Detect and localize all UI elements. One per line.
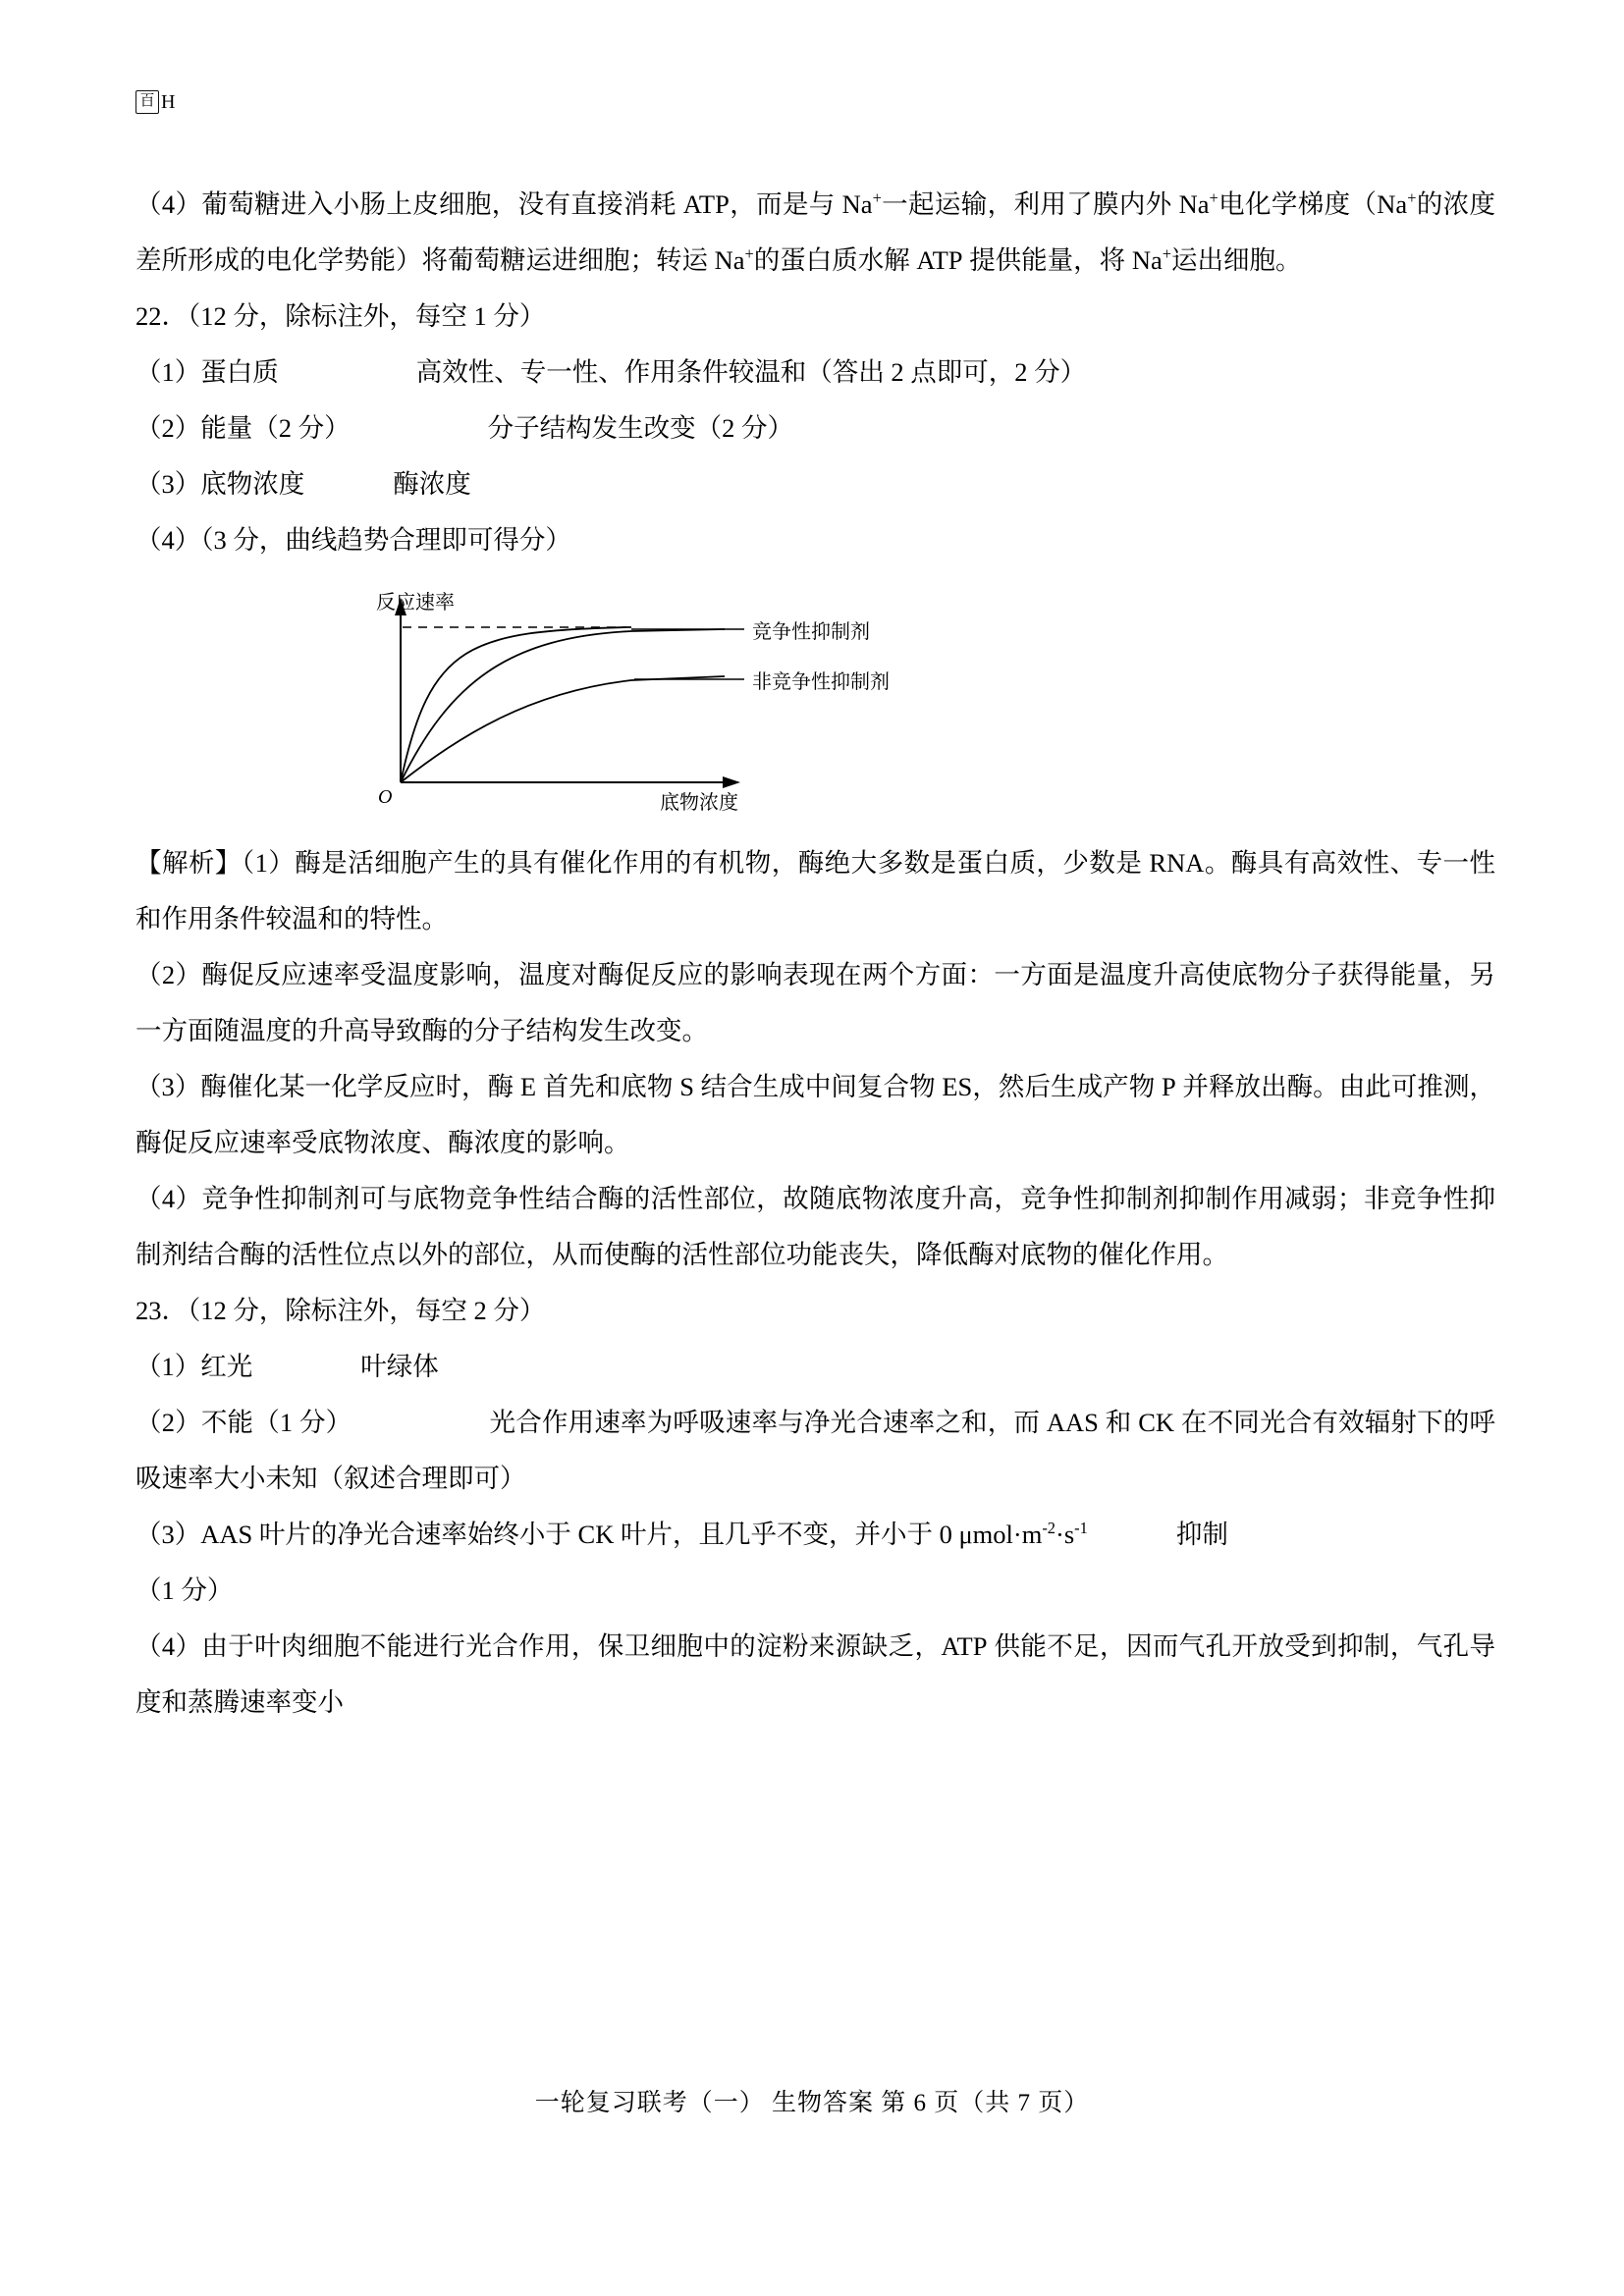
q22-2-answer-a: （2）能量（2 分） <box>135 413 351 443</box>
logo-text: H <box>161 90 176 113</box>
paragraph-q22-1 <box>135 345 1495 400</box>
paragraph-q23-4: （4）由于叶肉细胞不能进行光合作用，保卫细胞中的淀粉来源缺乏，ATP 供能不足，因而气孔开放受到抑制，气孔导度和蒸腾速率变小 <box>135 1631 1496 1717</box>
figure-y-axis-label: 反应速率 <box>376 592 455 614</box>
figure-x-axis-label: 底物浓度 <box>660 792 738 814</box>
q23-2-answer-a: （2）不能（1 分） <box>135 1408 352 1437</box>
q23-3-answer-b: 抑制 <box>1175 1520 1228 1549</box>
q23-1-answer-b: 叶绿体 <box>360 1352 439 1381</box>
paragraph-q23-3-cont: （1 分） <box>135 1575 234 1605</box>
page-footer: 一轮复习联考（一） 生物答案 第 6 页（共 7 页） <box>534 2090 1090 2116</box>
document-logo <box>135 90 175 114</box>
paragraph-q23-3: （3）AAS 叶片的净光合速率始终小于 CK 叶片，且几乎不变，并小于 0 $\mu mol\cdot m^{-2}\cdot s^{-1}$ 抑制 <box>135 1519 1228 1549</box>
paragraph-q21-4: （4）葡萄糖进入小肠上皮细胞，没有直接消耗 ATP，而是与 Na+一起运输，利用了膜内外 Na+电化学梯度（Na+的浓度差所形成的电化学势能）将葡萄糖运进细胞；转运 Na+的蛋白质水解 ATP 提供能量，将 Na+运出细胞。 <box>135 188 1496 275</box>
heading-q23: 23．（12 分，除标注外，每空 2 分） <box>135 1296 546 1325</box>
figure-curve-label-competitive: 竞争性抑制剂 <box>752 621 870 643</box>
paragraph-q22-4: （4）（3 分，曲线趋势合理即可得分） <box>135 525 571 555</box>
paragraph-q23-2: （2）不能（1 分） 光合作用速率为呼吸速率与净光合速率之和，而 AAS 和 CK 在不同光合有效辐射下的呼吸速率大小未知（叙述合理即可） <box>135 1408 1496 1493</box>
q22-2-answer-b: 分子结构发生改变（2 分） <box>487 413 793 443</box>
figure-origin-label: O <box>378 786 393 808</box>
document-body <box>135 177 1495 1731</box>
figure-svg <box>135 574 1495 831</box>
paragraph-analysis-3: （3）酶催化某一化学反应时，酶 E 首先和底物 S 结合生成中间复合物 ES，然后生成产物 P 并释放出酶。由此可推测，酶促反应速率受底物浓度、酶浓度的影响。 <box>135 1072 1496 1157</box>
paragraph-q22-3 <box>135 456 1495 512</box>
enzyme-kinetics-figure <box>135 574 1495 831</box>
paragraph-q22-2 <box>135 400 1495 456</box>
q22-3-answer-b: 酶浓度 <box>393 469 471 499</box>
paragraph-analysis-1: 【解析】（1）酶是活细胞产生的具有催化作用的有机物，酶绝大多数是蛋白质，少数是 RNA。酶具有高效性、专一性和作用条件较温和的特性。 <box>135 848 1496 934</box>
figure-curve-label-noncompetitive: 非竞争性抑制剂 <box>752 671 890 693</box>
q22-3-answer-a: （3）底物浓度 <box>135 469 305 499</box>
q23-1-answer-a: （1）红光 <box>135 1352 253 1381</box>
paragraph-analysis-2: （2）酶促反应速率受温度影响，温度对酶促反应的影响表现在两个方面：一方面是温度升高使底物分子获得能量，另一方面随温度的升高导致酶的分子结构发生改变。 <box>135 960 1495 1045</box>
heading-q22: 22．（12 分，除标注外，每空 1 分） <box>135 301 546 331</box>
q22-1-answer-a: （1）蛋白质 <box>135 357 279 387</box>
paragraph-analysis-4: （4）竞争性抑制剂可与底物竞争性结合酶的活性部位，故随底物浓度升高，竞争性抑制剂抑制作用减弱；非竞争性抑制剂结合酶的活性位点以外的部位，从而使酶的活性部位功能丧失，降低酶对底物的催化作用。 <box>135 1184 1495 1269</box>
q22-1-answer-b: 高效性、专一性、作用条件较温和（答出 2 点即可，2 分） <box>415 357 1087 387</box>
logo-mark-icon: 百 <box>135 90 159 114</box>
paragraph-q23-1 <box>135 1339 1495 1395</box>
